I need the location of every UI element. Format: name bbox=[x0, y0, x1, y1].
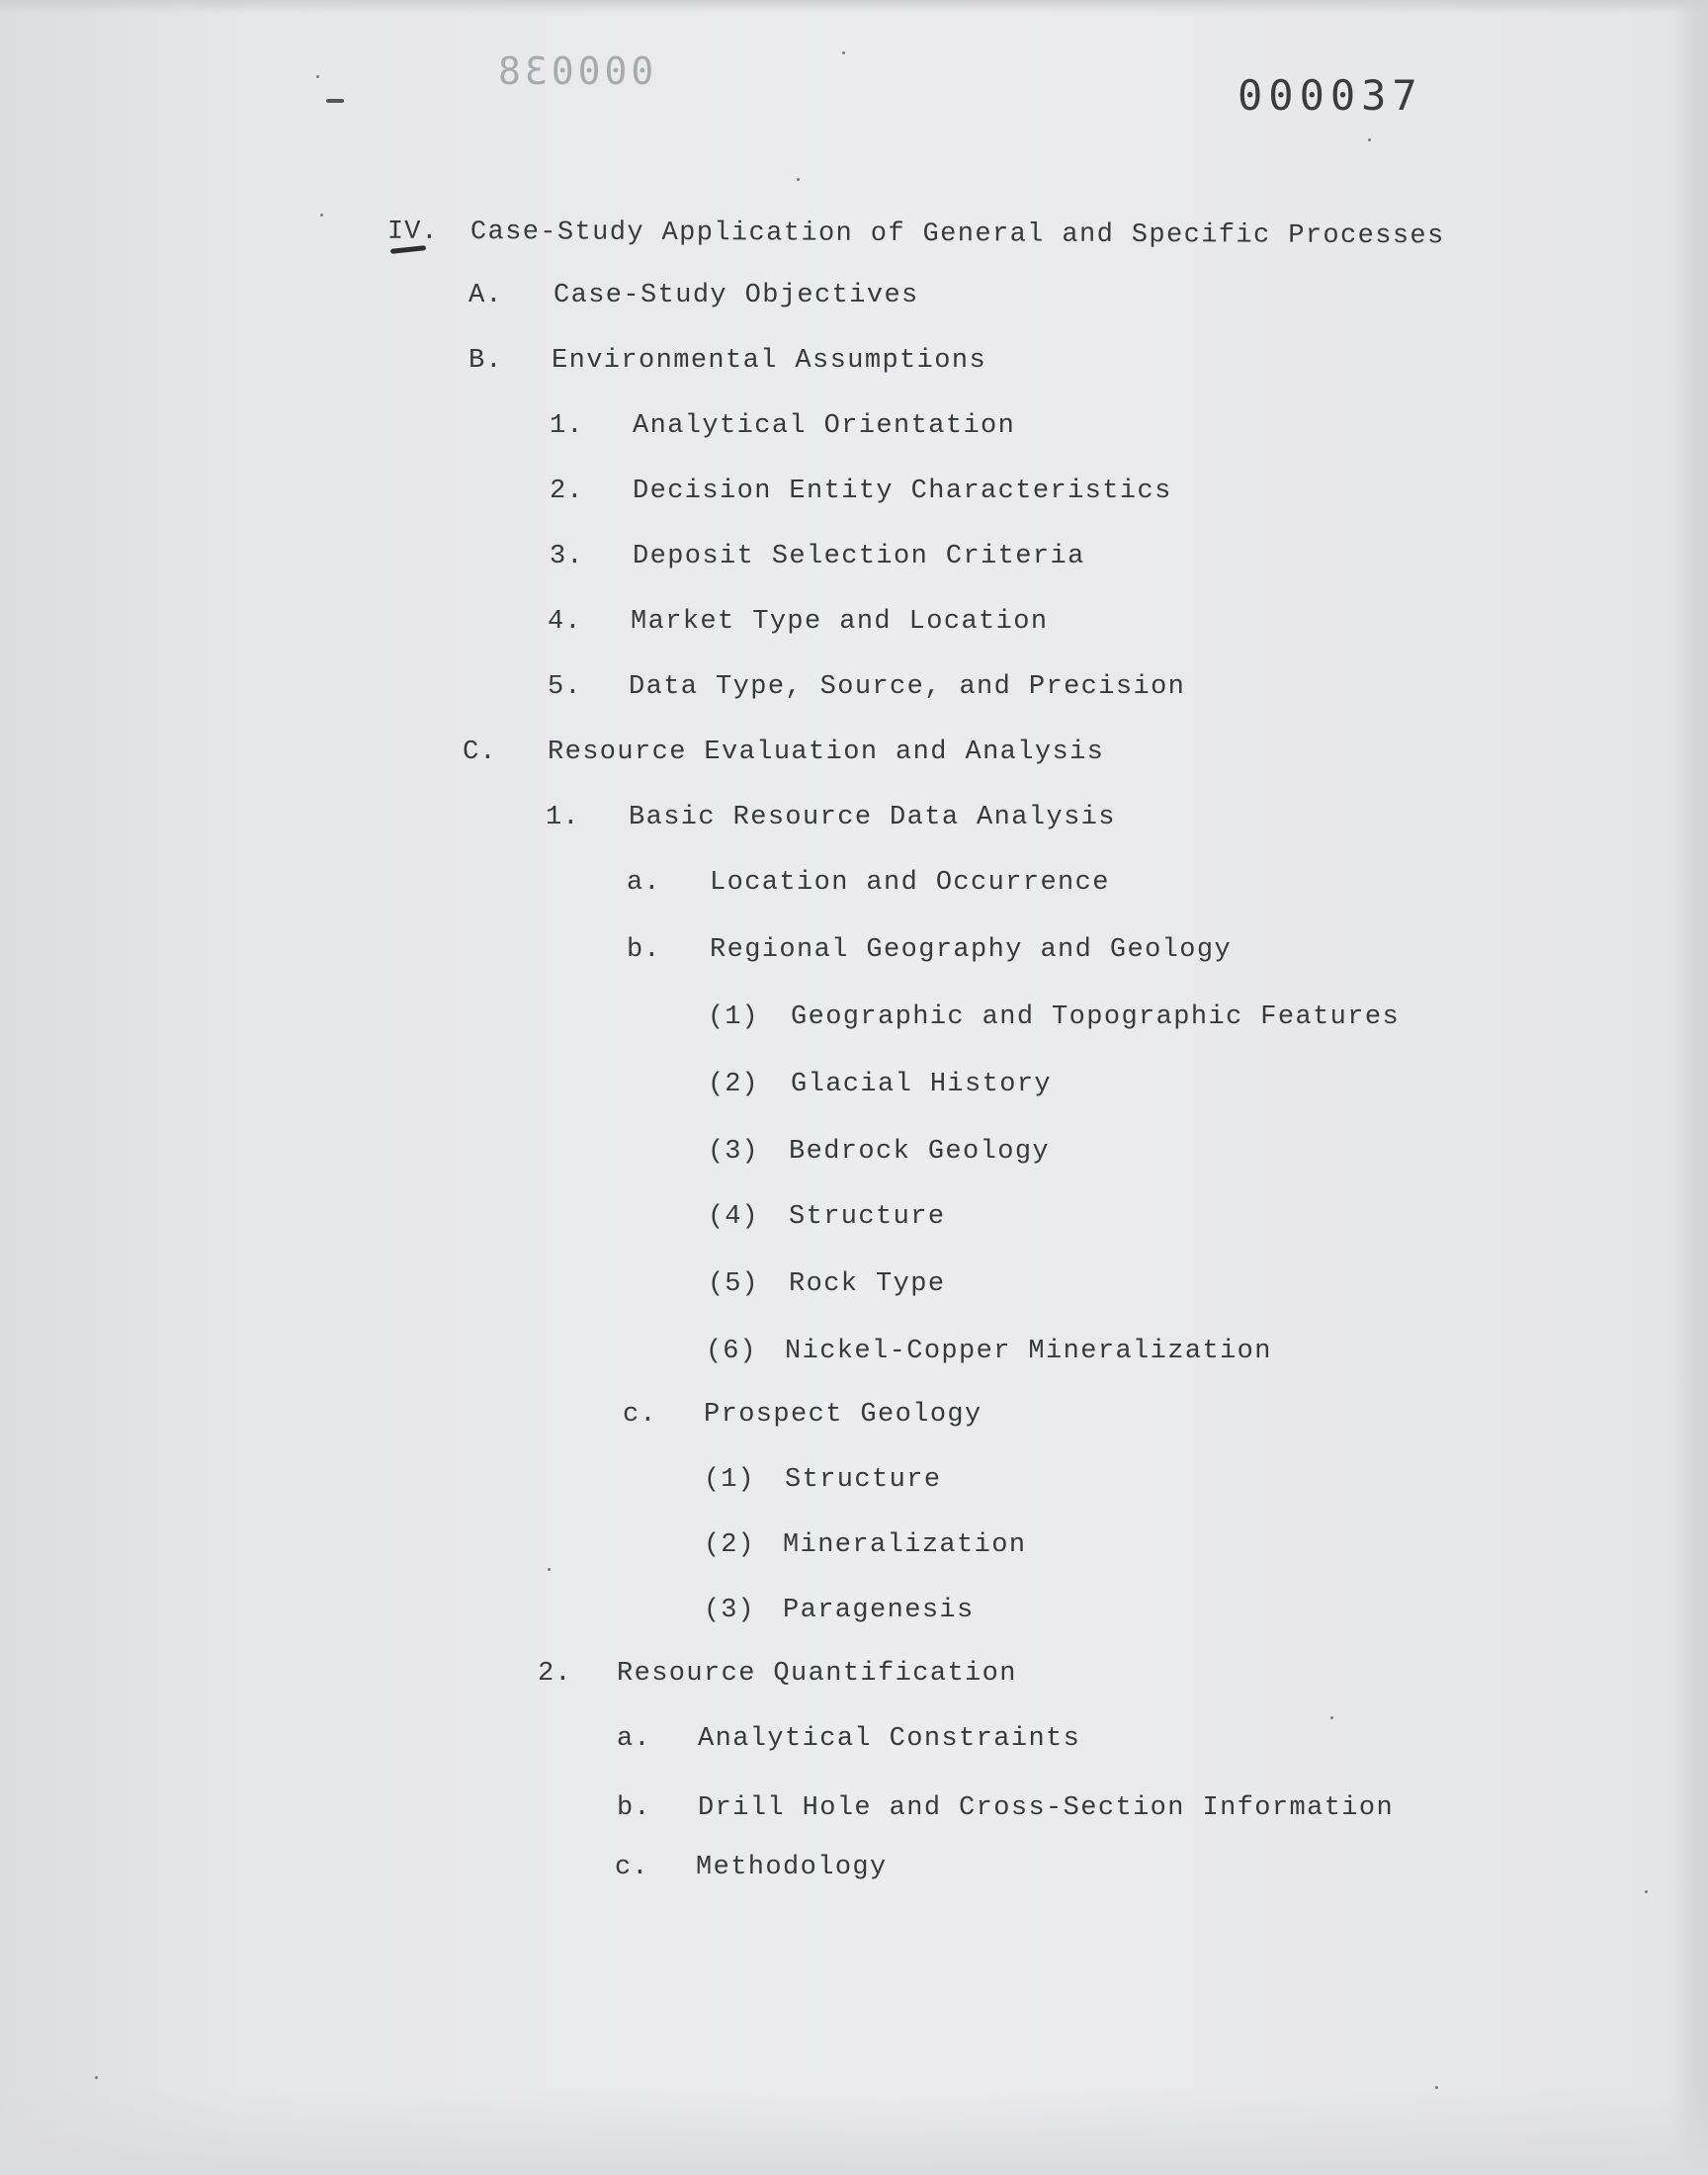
outline-marker: 2. bbox=[538, 1659, 572, 1689]
outline-marker: c. bbox=[615, 1853, 649, 1882]
outline-text: Glacial History bbox=[791, 1070, 1053, 1099]
outline-text: Case-Study Application of General and Specific Processes bbox=[470, 218, 1445, 252]
outline-marker: a. bbox=[617, 1724, 651, 1754]
outline-text: Methodology bbox=[696, 1853, 888, 1882]
outline-marker: a. bbox=[627, 868, 661, 898]
outline-text: Paragenesis bbox=[783, 1596, 975, 1625]
outline-marker: IV. bbox=[386, 217, 439, 247]
outline-marker: (2) bbox=[704, 1530, 755, 1560]
outline-text: Prospect Geology bbox=[704, 1400, 982, 1430]
outline-marker: C. bbox=[463, 738, 497, 767]
outline-marker: 1. bbox=[550, 411, 584, 441]
scan-speck bbox=[95, 2076, 98, 2079]
scan-speck bbox=[1330, 1716, 1333, 1719]
scan-top-edge bbox=[0, 0, 1708, 14]
outline-marker: 4. bbox=[548, 607, 582, 637]
scan-speck bbox=[1645, 1890, 1648, 1893]
scan-bottom-band bbox=[0, 2086, 1708, 2175]
outline-text: Resource Quantification bbox=[617, 1659, 1017, 1689]
outline-text: Market Type and Location bbox=[631, 607, 1049, 637]
outline-text: Drill Hole and Cross-Section Information bbox=[698, 1793, 1395, 1823]
scan-speck bbox=[320, 214, 323, 217]
outline-text: Bedrock Geology bbox=[789, 1137, 1051, 1167]
outline-text: Analytical Orientation bbox=[633, 411, 1016, 441]
faded-bates-stamp: 000038 bbox=[494, 49, 654, 93]
scan-speck bbox=[797, 178, 800, 181]
outline-text: Structure bbox=[789, 1202, 946, 1232]
scan-speck bbox=[1435, 2086, 1438, 2089]
outline-marker: (5) bbox=[708, 1269, 759, 1299]
outline-marker: (4) bbox=[708, 1202, 759, 1232]
scan-right-edge bbox=[1668, 0, 1708, 2175]
outline-text: Rock Type bbox=[789, 1269, 946, 1299]
outline-marker: 1. bbox=[546, 803, 580, 832]
outline-text: Data Type, Source, and Precision bbox=[629, 672, 1186, 702]
outline-marker: (1) bbox=[704, 1465, 755, 1495]
outline-text: Case-Study Objectives bbox=[554, 281, 919, 310]
scan-speck bbox=[842, 51, 845, 54]
outline-marker: (6) bbox=[706, 1337, 757, 1366]
outline-marker: b. bbox=[617, 1793, 651, 1823]
outline-marker: (3) bbox=[708, 1137, 759, 1167]
outline-marker: 5. bbox=[548, 672, 582, 702]
outline-text: Analytical Constraints bbox=[698, 1724, 1081, 1754]
outline-marker: (1) bbox=[708, 1002, 759, 1032]
bates-page-number: 000037 bbox=[1238, 71, 1423, 120]
outline-marker: (2) bbox=[708, 1070, 759, 1099]
outline-text: Environmental Assumptions bbox=[552, 346, 987, 376]
outline-text: Mineralization bbox=[783, 1530, 1027, 1560]
outline-text: Regional Geography and Geology bbox=[710, 935, 1233, 965]
outline-text: Location and Occurrence bbox=[710, 868, 1110, 898]
outline-text: Nickel-Copper Mineralization bbox=[785, 1337, 1272, 1366]
outline-text: Structure bbox=[785, 1465, 942, 1495]
outline-marker: (3) bbox=[704, 1596, 755, 1625]
outline-text: Resource Evaluation and Analysis bbox=[548, 738, 1105, 767]
outline-marker: A. bbox=[469, 281, 503, 310]
scan-speck bbox=[1368, 138, 1371, 141]
outline-marker: 2. bbox=[550, 477, 584, 506]
outline-marker: c. bbox=[623, 1400, 657, 1430]
outline-marker: B. bbox=[469, 346, 503, 376]
outline-text: Deposit Selection Criteria bbox=[633, 542, 1085, 571]
pencil-dash-mark bbox=[326, 99, 344, 103]
scan-speck bbox=[316, 75, 319, 78]
outline-text: Geographic and Topographic Features bbox=[791, 1002, 1401, 1032]
outline-marker: 3. bbox=[550, 542, 584, 571]
outline-text: Basic Resource Data Analysis bbox=[629, 803, 1116, 832]
outline-text: Decision Entity Characteristics bbox=[633, 477, 1172, 506]
scan-speck bbox=[548, 1568, 551, 1571]
outline-marker: b. bbox=[627, 935, 661, 965]
